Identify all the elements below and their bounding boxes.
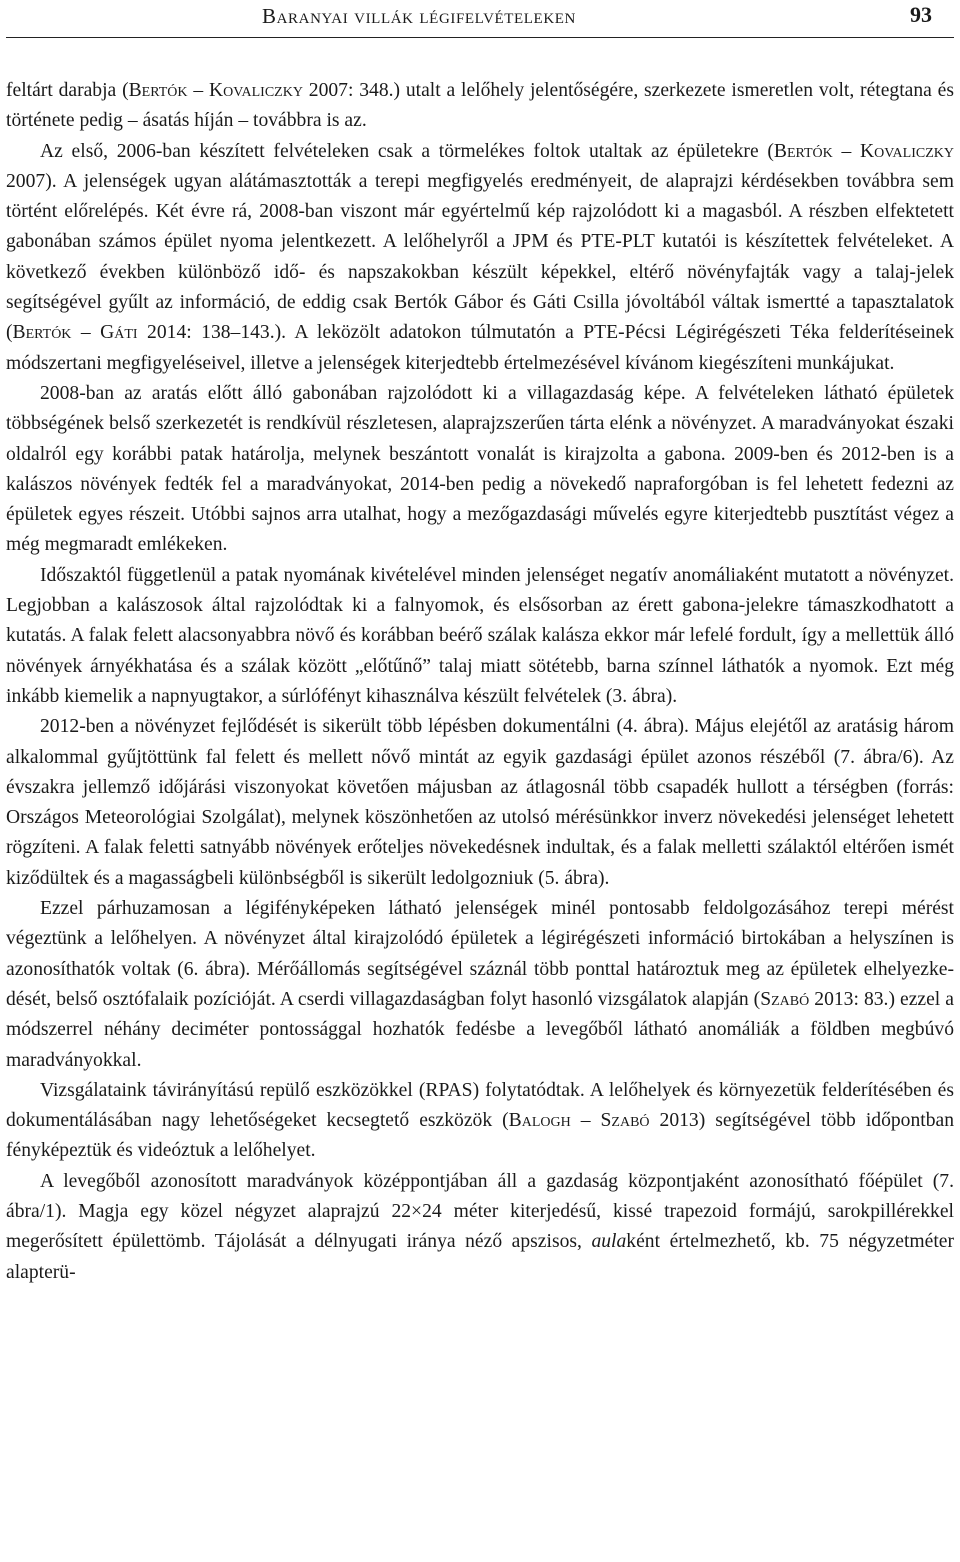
running-title: Baranyai villák légifelvételeken: [262, 4, 576, 28]
header-rule: [6, 37, 954, 38]
paragraph: [6, 561, 954, 712]
text-run: ként értelmezhető, kb. 75 négyzetméter alapterü-: [6, 1231, 954, 1283]
paragraph: [6, 894, 954, 1076]
text-run: 2007: 348.) utalt a lelőhely jelentőségére, szerkezete ismeretlen volt, rétegtana és története pedig – ásatás híján – továbbra is az.: [6, 80, 954, 132]
paragraph: [6, 1167, 954, 1288]
text-run: Időszaktól függetlenül a patak nyomának kivételével minden jelenséget negatív anomáliaként mutatott a növényzet. Legjobban a kalászosok által rajzolódtak ki a falnyomok, és elsősorban az érett gabona-jelekre támaszkodhatott a kutatás. A falak felett alacsonyabbra növő és korábban beérő szálak kalásza ekkor már lefelé fordult, így a mellettük álló növények árnyékhatása és a szálak között „előtűnő” talaj miatt sötétebb, barna színnel láthatók a nyomok. Ezt még inkább kiemelik a napnyugtakor, a súrlófényt kihasználva készült felvételek (3. ábra).: [6, 564, 954, 707]
author-citation: Bertók – Kovaliczky: [773, 140, 954, 162]
text-run: A levegőből azonosított maradványok középpontjában áll a gazdaság központjaként azonosítható főépület (7. ábra/1). Magja egy közel négyzet alaprajzú 22×24 méter kiterjedésű, kissé trapezoid formájú, sarokpillérekkel megerősített épülettömb. Tájolását a délnyugati iránya néző apszisos,: [6, 1170, 954, 1253]
text-run: 2012-ben a növényzet fejlődését is sikerült több lépésben dokumentálni (4. ábra). Május elejétől az aratásig három alkalommal gyűjtöttünk fal felett és mellett nővő mintát az egyik gazdasági épület azonos részéből (7. ábra/6). Az évszakra jellemző időjárási viszonyokat követően májusban az átlagosnál több csapadék hullott a térségben (forrás: Országos Meteorológiai Szolgálat), melynek köszönhetően az utolsó mérésünkkor inverz növekedési jelenséget lehetett rögzíteni. A falak feletti satnyább növények erőteljes növekedésnek indultak, és a falak melletti szálaktól eltérően ismét kiződültek és a magasságbeli különbségből is sikerült ledolgozniuk (5. ábra).: [6, 716, 954, 889]
text-run: Ezzel párhuzamosan a légifényképeken látható jelenségek minél pontosabb feldolgozásához terepi mérést végeztünk a lelőhelyen. A növényzet által kirajzolódó épületek a légirégészeti információ birtokában a helyszínen is azonosíthatók voltak (6. ábra). Mérőállomás segítségével száznál több ponttal határoztuk meg az épületek elhelyezkedését, belső osztófalaik pozícióját. A cserdi villagazdaságban folyt hasonló vizsgálatok alapján (: [6, 898, 954, 1010]
paragraph: [6, 379, 954, 561]
paragraph: [6, 1076, 954, 1167]
author-citation: Bertók – Kovaliczky: [128, 80, 303, 101]
text-run: 2013: 83.) ezzel a módszerrel néhány deciméter pontossággal hozhatók fedésbe a levegőből látható anomáliák a földben megbúvó maradványokkal.: [6, 988, 955, 1071]
text-run: 2014: 138–143.). A leközölt adatokon túlmutatón a PTE-Pécsi Légirégészeti Téka felderítéseinek módszertani megfigyeléseivel, illetve a jelenségek kiterjedtebb értelmezésével kívánom kiegészíteni munkájukat.: [6, 322, 954, 374]
text-run: feltárt darabja (: [6, 80, 129, 101]
body-text: [6, 76, 954, 1288]
author-citation: Bertók – Gáti: [12, 322, 138, 344]
paragraph: [6, 712, 954, 894]
author-citation: Szabó: [760, 988, 810, 1010]
text-run: 2008-ban az aratás előtt álló gabonában rajzolódott ki a villagazdaság képe. A felvételeken látható épületek többségének belső szerkezetét is rendkívül részletesen, alaprajzszerűen tárta elénk a növényzet. A maradványokat északi oldalról egy korábbi patak határolja, melynek beszántott vonalát is kirajzolta a gabona. 2009-ben és 2012-ben is a kalászos növények fedték fel a maradványokat, 2014-ben pedig a növekedő napraforgóban is fel lehetett fedezni az épületek egyes részeit. Utóbbi sajnos arra utalhat, hogy a mezőgazdasági művelés egyre kiterjedtebb pusztítást végez a még megmaradt emlékeken.: [6, 382, 954, 556]
paragraph: [6, 137, 954, 379]
text-run: 2013) segítségével több időpontban fényképeztük és videóztuk a lelőhelyet.: [6, 1110, 955, 1162]
text-run: 2007). A jelenségek ugyan alátámasztották a terepi megfigyelés eredményeit, de alaprajzi kérdésekben továbbra sem történt előrelépés. Két évre rá, 2008-ban viszont már egyértelmű kép rajzolódott ki a magasból. A részben elfektetett gabonában számos épület nyoma jelentkezett. A lelőhelyről a JPM és PTE-PLT kutatói is készítettek felvételeket. A következő években különböző idő- és napszakokban készült képekkel, eltérő növényfajták vagy a talaj-jelek segítségével gyűlt az információ, de eddig csak Bertók Gábor és Gáti Csilla jóvoltából váltak ismertté a tapasztalatok (: [6, 170, 954, 344]
text-run: Vizsgálataink távirányítású repülő eszközökkel (RPAS) folytatódtak. A lelőhelyek és környezetük felderítésében és dokumentálásában nagy lehetőségeket kecsegtető eszközök (: [6, 1079, 954, 1132]
author-citation: Balogh – Szabó: [508, 1110, 650, 1132]
page-number: 93: [910, 2, 932, 27]
italic-term: aula: [591, 1231, 627, 1253]
text-run: Az első, 2006-ban készített felvételeken csak a törmelékes foltok utaltak az épületekre (: [40, 140, 774, 162]
running-header: [0, 0, 960, 42]
paragraph: [6, 76, 954, 137]
